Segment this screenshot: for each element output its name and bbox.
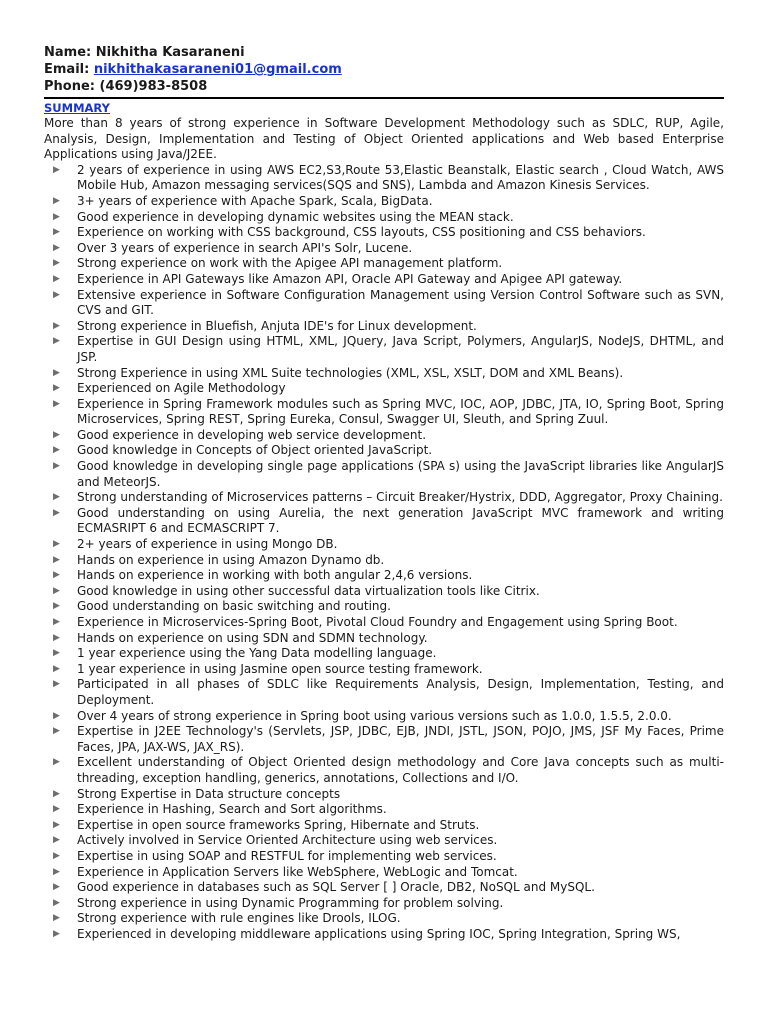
triangle-right-icon: ▶ — [53, 242, 60, 253]
summary-item — [44, 537, 724, 553]
summary-heading: SUMMARY — [44, 101, 110, 115]
triangle-right-icon: ▶ — [53, 461, 60, 472]
summary-item-text: Over 3 years of experience in search API's Solr, Lucene. — [77, 240, 413, 255]
summary-item-text: Strong experience in using Dynamic Programming for problem solving. — [77, 895, 504, 910]
triangle-right-icon: ▶ — [53, 850, 60, 861]
triangle-right-icon: ▶ — [53, 804, 60, 815]
summary-item-text: Experienced in developing middleware applications using Spring IOC, Spring Integration, Spring WS, — [77, 926, 681, 941]
triangle-right-icon: ▶ — [53, 788, 60, 799]
summary-item-text: 2+ years of experience in using Mongo DB. — [77, 537, 338, 552]
triangle-right-icon: ▶ — [53, 336, 60, 347]
summary-item-text: Strong experience with rule engines like Drools, ILOG. — [77, 911, 401, 926]
summary-item — [44, 459, 724, 490]
summary-item — [44, 381, 724, 397]
phone-line — [44, 78, 724, 95]
triangle-right-icon: ▶ — [53, 507, 60, 518]
summary-item — [44, 319, 724, 335]
summary-item-text: Experience in Application Servers like WebSphere, WebLogic and Tomcat. — [77, 864, 518, 879]
summary-item — [44, 880, 724, 896]
email-link[interactable]: nikhithakasaraneni01@gmail.com — [93, 62, 342, 77]
summary-item — [44, 334, 724, 365]
summary-item-text: Extensive experience in Software Configuration Management using Version Control Software such as SVN, CVS and GIT. — [77, 287, 724, 318]
summary-item-text: 2 years of experience in using AWS EC2,S3,Route 53,Elastic Beanstalk, Elastic search , Cloud Watch, AWS Mobile Hub, Amazon messaging services(SQS and SNS), Lambda and Amazon Kinesis Services. — [77, 162, 724, 193]
summary-item-text: Good knowledge in developing single page applications (SPA s) using the JavaScript libraries like AngularJS and MeteorJS. — [77, 459, 724, 489]
summary-item — [44, 506, 724, 537]
summary-item-text: 1 year experience in using Jasmine open source testing framework. — [77, 661, 483, 676]
triangle-right-icon: ▶ — [53, 398, 60, 409]
triangle-right-icon: ▶ — [53, 632, 60, 643]
summary-item — [44, 599, 724, 615]
summary-item — [44, 646, 724, 662]
triangle-right-icon: ▶ — [53, 445, 60, 456]
summary-item-text: Good experience in developing dynamic websites using the MEAN stack. — [77, 209, 514, 224]
summary-item — [44, 241, 724, 257]
summary-item-text: Experienced on Agile Methodology — [77, 381, 286, 396]
email-line — [44, 61, 724, 78]
summary-item — [44, 428, 724, 444]
name-label: Name: — [44, 45, 92, 60]
triangle-right-icon: ▶ — [53, 258, 60, 269]
triangle-right-icon: ▶ — [53, 866, 60, 877]
triangle-right-icon: ▶ — [53, 227, 60, 238]
summary-item — [44, 163, 724, 194]
summary-item — [44, 865, 724, 881]
summary-item — [44, 553, 724, 569]
summary-item-text: Expertise in using SOAP and RESTFUL for implementing web services. — [77, 848, 497, 863]
summary-item — [44, 724, 724, 755]
summary-item-text: Good experience in developing web service development. — [77, 427, 427, 442]
resume-page — [44, 44, 724, 942]
triangle-right-icon: ▶ — [53, 648, 60, 659]
summary-item-text: Strong Expertise in Data structure concepts — [77, 786, 341, 801]
triangle-right-icon: ▶ — [53, 320, 60, 331]
triangle-right-icon: ▶ — [53, 429, 60, 440]
summary-item — [44, 849, 724, 865]
summary-item — [44, 787, 724, 803]
summary-item-text: Expertise in J2EE Technology's (Servlets, JSP, JDBC, EJB, JNDI, JSTL, JSON, POJO, JMS, JSF My Faces, Prime Faces, JPA, JAX-WS, JAX_RS). — [77, 724, 724, 754]
summary-item-text: Good knowledge in Concepts of Object oriented JavaScript. — [77, 443, 433, 458]
summary-item — [44, 288, 724, 319]
summary-item-text: Over 4 years of strong experience in Spring boot using various versions such as 1.0.0, 1.5.5, 2.0.0. — [77, 708, 672, 723]
summary-item-text: Strong Experience in using XML Suite technologies (XML, XSL, XSLT, DOM and XML Beans). — [77, 365, 624, 380]
phone-value: (469)983-8508 — [99, 79, 208, 94]
summary-item — [44, 225, 724, 241]
triangle-right-icon: ▶ — [53, 663, 60, 674]
summary-item — [44, 802, 724, 818]
triangle-right-icon: ▶ — [53, 570, 60, 581]
summary-item — [44, 709, 724, 725]
summary-item-text: Experience in Hashing, Search and Sort algorithms. — [77, 802, 387, 817]
summary-item — [44, 927, 724, 943]
summary-item-text: Experience in API Gateways like Amazon API, Oracle API Gateway and Apigee API gateway. — [77, 271, 623, 286]
summary-item — [44, 397, 724, 428]
summary-item — [44, 631, 724, 647]
summary-item-text: Excellent understanding of Object Oriented design methodology and Core Java concepts such as multi- threading, exception handling, generics, annotations, Collections and I/O. — [77, 755, 724, 785]
triangle-right-icon: ▶ — [53, 882, 60, 893]
summary-item-text: Strong understanding of Microservices patterns – Circuit Breaker/Hystrix, DDD, Aggregator, Proxy Chaining. — [77, 490, 723, 505]
summary-item-text: 1 year experience using the Yang Data modelling language. — [77, 646, 437, 661]
summary-item — [44, 490, 724, 506]
summary-item-text: Experience in Spring Framework modules such as Spring MVC, IOC, AOP, JDBC, JTA, IO, Spring Boot, Spring Microservices, Spring REST, Spring Eureka, Consul, Swagger UI, Sleuth, and Spring Zuul. — [77, 396, 724, 427]
summary-item-text: Participated in all phases of SDLC like Requirements Analysis, Design, Implementation, Testing, and Deployment. — [77, 677, 724, 707]
summary-list — [44, 163, 724, 943]
summary-item-text: Experience in Microservices-Spring Boot, Pivotal Cloud Foundry and Engagement using Spring Boot. — [77, 615, 678, 629]
triangle-right-icon: ▶ — [53, 835, 60, 846]
triangle-right-icon: ▶ — [53, 539, 60, 550]
summary-item — [44, 755, 724, 786]
summary-item — [44, 833, 724, 849]
summary-item — [44, 272, 724, 288]
triangle-right-icon: ▶ — [53, 819, 60, 830]
triangle-right-icon: ▶ — [53, 726, 60, 737]
summary-item-text: Expertise in open source frameworks Spring, Hibernate and Struts. — [77, 817, 480, 832]
summary-item — [44, 818, 724, 834]
triangle-right-icon: ▶ — [53, 679, 60, 690]
triangle-right-icon: ▶ — [53, 273, 60, 284]
triangle-right-icon: ▶ — [53, 492, 60, 503]
summary-item-text: Hands on experience in using Amazon Dynamo db. — [77, 552, 385, 567]
triangle-right-icon: ▶ — [53, 913, 60, 924]
summary-item — [44, 662, 724, 678]
summary-item-text: Expertise in GUI Design using HTML, XML, JQuery, Java Script, Polymers, AngularJS, NodeJS, DHTML, and JSP. — [77, 334, 724, 364]
phone-label: Phone: — [44, 79, 95, 94]
summary-item-text: Good understanding on using Aurelia, the next generation JavaScript MVC framework and writing ECMASRIPT 6 and ECMASCRIPT 7. — [77, 505, 724, 536]
email-label: Email: — [44, 62, 90, 77]
summary-item — [44, 584, 724, 600]
contact-block — [44, 44, 724, 95]
header-divider — [44, 97, 724, 99]
triangle-right-icon: ▶ — [53, 757, 60, 768]
summary-item-text: Strong experience on work with the Apigee API management platform. — [77, 256, 503, 271]
summary-item — [44, 256, 724, 272]
triangle-right-icon: ▶ — [53, 367, 60, 378]
summary-item-text: Actively involved in Service Oriented Architecture using web services. — [77, 833, 498, 848]
triangle-right-icon: ▶ — [53, 554, 60, 565]
summary-item-text: Good knowledge in using other successful data virtualization tools like Citrix. — [77, 583, 540, 598]
triangle-right-icon: ▶ — [53, 585, 60, 596]
triangle-right-icon: ▶ — [53, 710, 60, 721]
summary-item — [44, 677, 724, 708]
triangle-right-icon: ▶ — [53, 617, 60, 627]
summary-item — [44, 568, 724, 584]
summary-item — [44, 911, 724, 927]
triangle-right-icon: ▶ — [53, 897, 60, 908]
triangle-right-icon: ▶ — [53, 928, 60, 939]
summary-item-text: Hands on experience on using SDN and SDMN technology. — [77, 630, 428, 645]
summary-item — [44, 896, 724, 912]
triangle-right-icon: ▶ — [53, 289, 60, 300]
summary-item-text: Good experience in databases such as SQL Server [ ] Oracle, DB2, NoSQL and MySQL. — [77, 880, 595, 895]
triangle-right-icon: ▶ — [53, 211, 60, 222]
summary-intro: More than 8 years of strong experience in Software Development Methodology such as SDLC, RUP, Agile, Analysis, Design, Implementation and Testing of Object Oriented applications and Web based Enterprise Applications using Java/J2EE. — [44, 116, 724, 162]
summary-item-text: 3+ years of experience with Apache Spark, Scala, BigData. — [77, 193, 433, 208]
summary-item — [44, 210, 724, 226]
name-value: Nikhitha Kasaraneni — [95, 45, 245, 60]
summary-item-text: Good understanding on basic switching and routing. — [77, 599, 391, 614]
summary-item — [44, 194, 724, 210]
summary-item-text: Strong experience in Bluefish, Anjuta IDE's for Linux development. — [77, 318, 477, 333]
summary-item-text: Experience on working with CSS background, CSS layouts, CSS positioning and CSS behaviors. — [77, 225, 646, 240]
triangle-right-icon: ▶ — [53, 164, 60, 175]
summary-item — [44, 366, 724, 382]
summary-item-text: Hands on experience in working with both angular 2,4,6 versions. — [77, 568, 473, 583]
summary-item — [44, 615, 724, 631]
triangle-right-icon: ▶ — [53, 383, 60, 394]
triangle-right-icon: ▶ — [53, 601, 60, 612]
name-line — [44, 44, 724, 61]
summary-item — [44, 443, 724, 459]
triangle-right-icon: ▶ — [53, 195, 60, 206]
